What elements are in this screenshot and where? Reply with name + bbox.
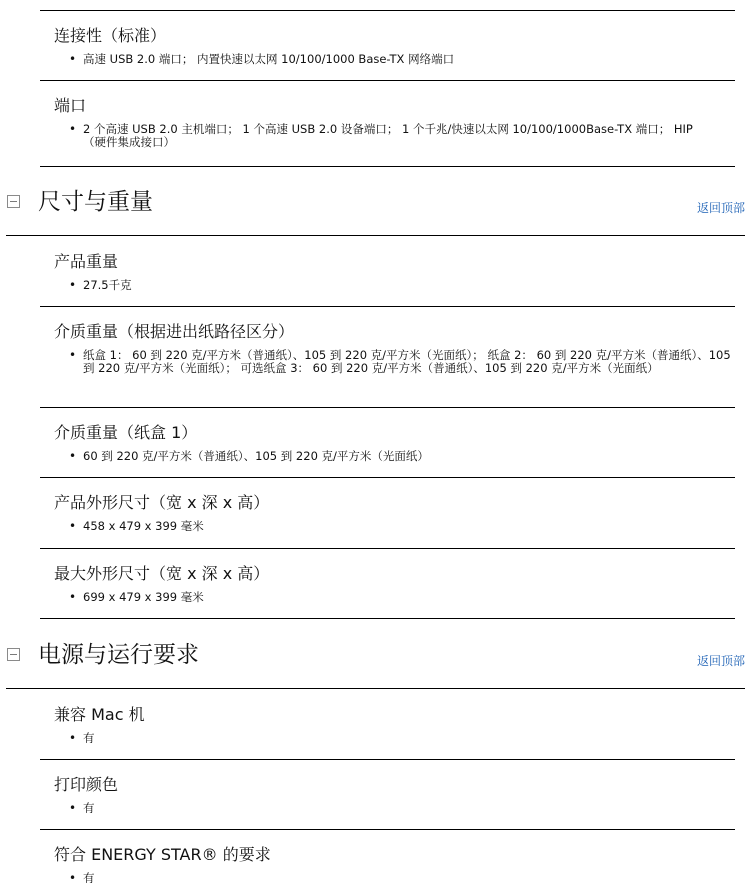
spec-values [54, 279, 735, 292]
spec-value: • 699 x 479 x 399 毫米 [54, 591, 735, 604]
spec-value: • 458 x 479 x 399 毫米 [54, 520, 735, 533]
spec-value: • 纸盒 1： 60 到 220 克/平方米（普通纸）、105 到 220 克/平方米（光面纸）； 纸盒 2： 60 到 220 克/平方米（普通纸）、105 到 220 克/平方米（光面纸）； 可选纸盒 3： 60 到 220 克/平方米（普通纸）、105 到 220 克/平方米（光面纸） [54, 349, 735, 375]
spec-item-ports [40, 81, 735, 167]
spec-values [54, 520, 735, 533]
spec-item-product-weight [40, 237, 735, 307]
collapse-toggle-icon[interactable] [7, 195, 20, 208]
section-heading: 尺寸与重量 [38, 189, 153, 215]
spec-item-product-dimensions [40, 478, 735, 549]
section-divider [6, 688, 745, 689]
spec-values [54, 53, 735, 66]
spec-value: • 2 个高速 USB 2.0 主机端口； 1 个高速 USB 2.0 设备端口； 1 个千兆/快速以太网 10/100/1000Base-TX 端口； HIP（硬件集成接口） [54, 123, 695, 149]
spec-item-media-weight-by-path [40, 307, 735, 408]
spec-title: 介质重量（根据进出纸路径区分） [54, 322, 295, 341]
spec-item-media-weight-tray1 [40, 408, 735, 478]
back-to-top-link[interactable]: 返回顶部 [696, 201, 745, 215]
spec-value: • 有 [54, 732, 735, 745]
spec-item-max-dimensions [40, 549, 735, 619]
spec-title: 打印颜色 [54, 775, 119, 794]
spec-item-energy-star [40, 830, 735, 894]
section-dimensions-weight [0, 167, 750, 236]
spec-value: • 有 [54, 802, 735, 815]
spec-title: 产品重量 [54, 252, 119, 271]
spec-title: 连接性（标准） [54, 26, 167, 45]
spec-item-mac-compatible [40, 690, 735, 760]
spec-title: 介质重量（纸盒 1） [54, 423, 198, 442]
spec-title: 符合 ENERGY STAR® 的要求 [54, 845, 271, 864]
spec-value: • 27.5千克 [54, 279, 735, 292]
spec-value: • 高速 USB 2.0 端口； 内置快速以太网 10/100/1000 Base-TX 网络端口 [54, 53, 735, 66]
spec-values [54, 732, 735, 745]
spec-values [54, 872, 735, 885]
spec-value: • 有 [54, 872, 735, 885]
spec-title: 端口 [54, 96, 87, 115]
spec-item-connectivity [40, 11, 735, 81]
spec-values [54, 349, 735, 375]
section-power-operating [0, 619, 750, 689]
spec-title: 最大外形尺寸（宽 x 深 x 高） [54, 564, 270, 583]
spec-title: 产品外形尺寸（宽 x 深 x 高） [54, 493, 270, 512]
spec-value: • 60 到 220 克/平方米（普通纸）、105 到 220 克/平方米（光面纸） [54, 450, 735, 463]
spec-values [54, 450, 735, 463]
section-divider [6, 235, 745, 236]
spec-title: 兼容 Mac 机 [54, 705, 145, 724]
collapse-toggle-icon[interactable] [7, 648, 20, 661]
spec-item-print-color [40, 760, 735, 830]
spec-values [54, 591, 735, 604]
back-to-top-link[interactable]: 返回顶部 [696, 654, 745, 668]
spec-values [54, 802, 735, 815]
spec-values [54, 123, 695, 149]
section-heading: 电源与运行要求 [38, 642, 199, 668]
